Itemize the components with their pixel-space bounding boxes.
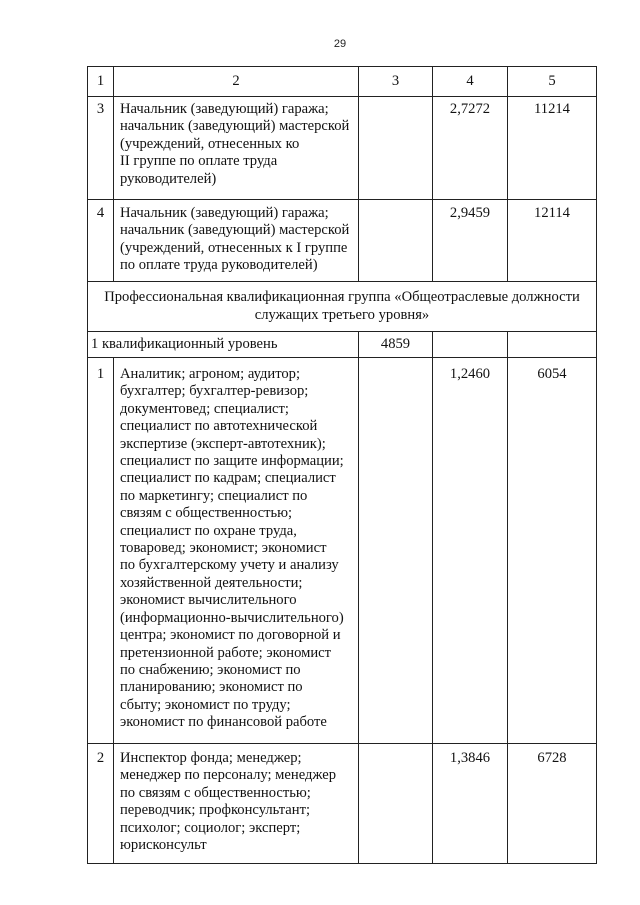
page-number: 29 [333,38,347,50]
header-cell-5: 5 [508,67,597,97]
text-line: Профессиональная квалификационная группа «Общеотраслевые должности [104,289,580,306]
group-heading-row [88,282,597,332]
text-line: юрисконсульт [120,837,207,854]
text-line: начальник (заведующий) мастерской [120,118,350,135]
text-line: по снабжению; экономист по [120,661,301,678]
text-line: руководителей) [120,170,217,187]
qualification-level-row [88,332,597,358]
salary-cell: 6728 [508,744,597,864]
salary-cell: 12114 [508,200,597,282]
text-line: документовед; специалист; [120,400,289,417]
row-number: 4 [88,200,114,282]
text-line: сбыту; экономист по труду; [120,696,291,713]
salary-table [87,66,597,864]
position-title [114,97,359,200]
text-line: по связям с общественностью; [120,784,311,801]
row-number: 3 [88,97,114,200]
salary-cell [508,332,597,358]
text-line: специалист по защите информации; [120,453,344,470]
text-line: начальник (заведующий) мастерской [120,222,350,239]
header-cell-2: 2 [114,67,359,97]
text-line: (учреждений, отнесенных к I группе [120,239,348,256]
text-line: планированию; экономист по [120,679,303,696]
text-line: Начальник (заведующий) гаража; [120,101,329,117]
table-row [88,200,597,282]
text-line: экономист по финансовой работе [120,714,327,731]
salary-cell: 11214 [508,97,597,200]
text-line: товаровед; экономист; экономист [120,540,327,557]
text-line: специалист по кадрам; специалист [120,470,336,487]
text-line: экономист вычислительного [120,592,297,609]
text-line: менеджер по персоналу; менеджер [120,767,337,784]
base-salary-cell [359,358,433,744]
base-salary-cell [359,97,433,200]
header-cell-1: 1 [88,67,114,97]
coefficient-cell: 2,7272 [433,97,508,200]
base-salary-cell [359,744,433,864]
text-line: Аналитик; агроном; аудитор; [120,366,301,382]
qualification-level-label: 1 квалификационный уровень [88,332,359,358]
header-cell-3: 3 [359,67,433,97]
salary-cell: 6054 [508,358,597,744]
text-line: специалист по автотехнической [120,418,318,435]
text-line: по маркетингу; специалист по [120,487,308,504]
text-line: связям с общественностью; [120,505,293,522]
text-line: специалист по охране труда, [120,522,297,539]
position-title [114,358,359,744]
text-line: по бухгалтерскому учету и анализу [120,557,339,574]
coefficient-cell [433,332,508,358]
table-row [88,358,597,744]
row-number: 1 [88,358,114,744]
text-line: Начальник (заведующий) гаража; [120,205,329,221]
coefficient-cell: 2,9459 [433,200,508,282]
text-line: служащих третьего уровня» [254,306,430,323]
text-line: (учреждений, отнесенных ко [120,135,300,152]
text-line: (информационно-вычислительного) [120,609,344,626]
table-header-row [88,67,597,97]
coefficient-cell: 1,3846 [433,744,508,864]
text-line: претензионной работе; экономист [120,644,331,661]
text-line: по оплате труда руководителей) [120,257,318,274]
text-line: переводчик; профконсультант; [120,802,311,819]
position-title [114,200,359,282]
table-row [88,744,597,864]
row-number: 2 [88,744,114,864]
coefficient-cell: 1,2460 [433,358,508,744]
table-row [88,97,597,200]
base-salary-cell: 4859 [359,332,433,358]
text-line: бухгалтер; бухгалтер-ревизор; [120,383,309,400]
text-line: психолог; социолог; эксперт; [120,819,301,836]
header-cell-4: 4 [433,67,508,97]
group-heading [88,282,597,332]
text-line: II группе по оплате труда [120,153,278,170]
text-line: центра; экономист по договорной и [120,627,341,644]
position-title [114,744,359,864]
text-line: экспертизе (эксперт-автотехник); [120,435,326,452]
base-salary-cell [359,200,433,282]
text-line: Инспектор фонда; менеджер; [120,750,302,766]
text-line: хозяйственной деятельности; [120,574,303,591]
